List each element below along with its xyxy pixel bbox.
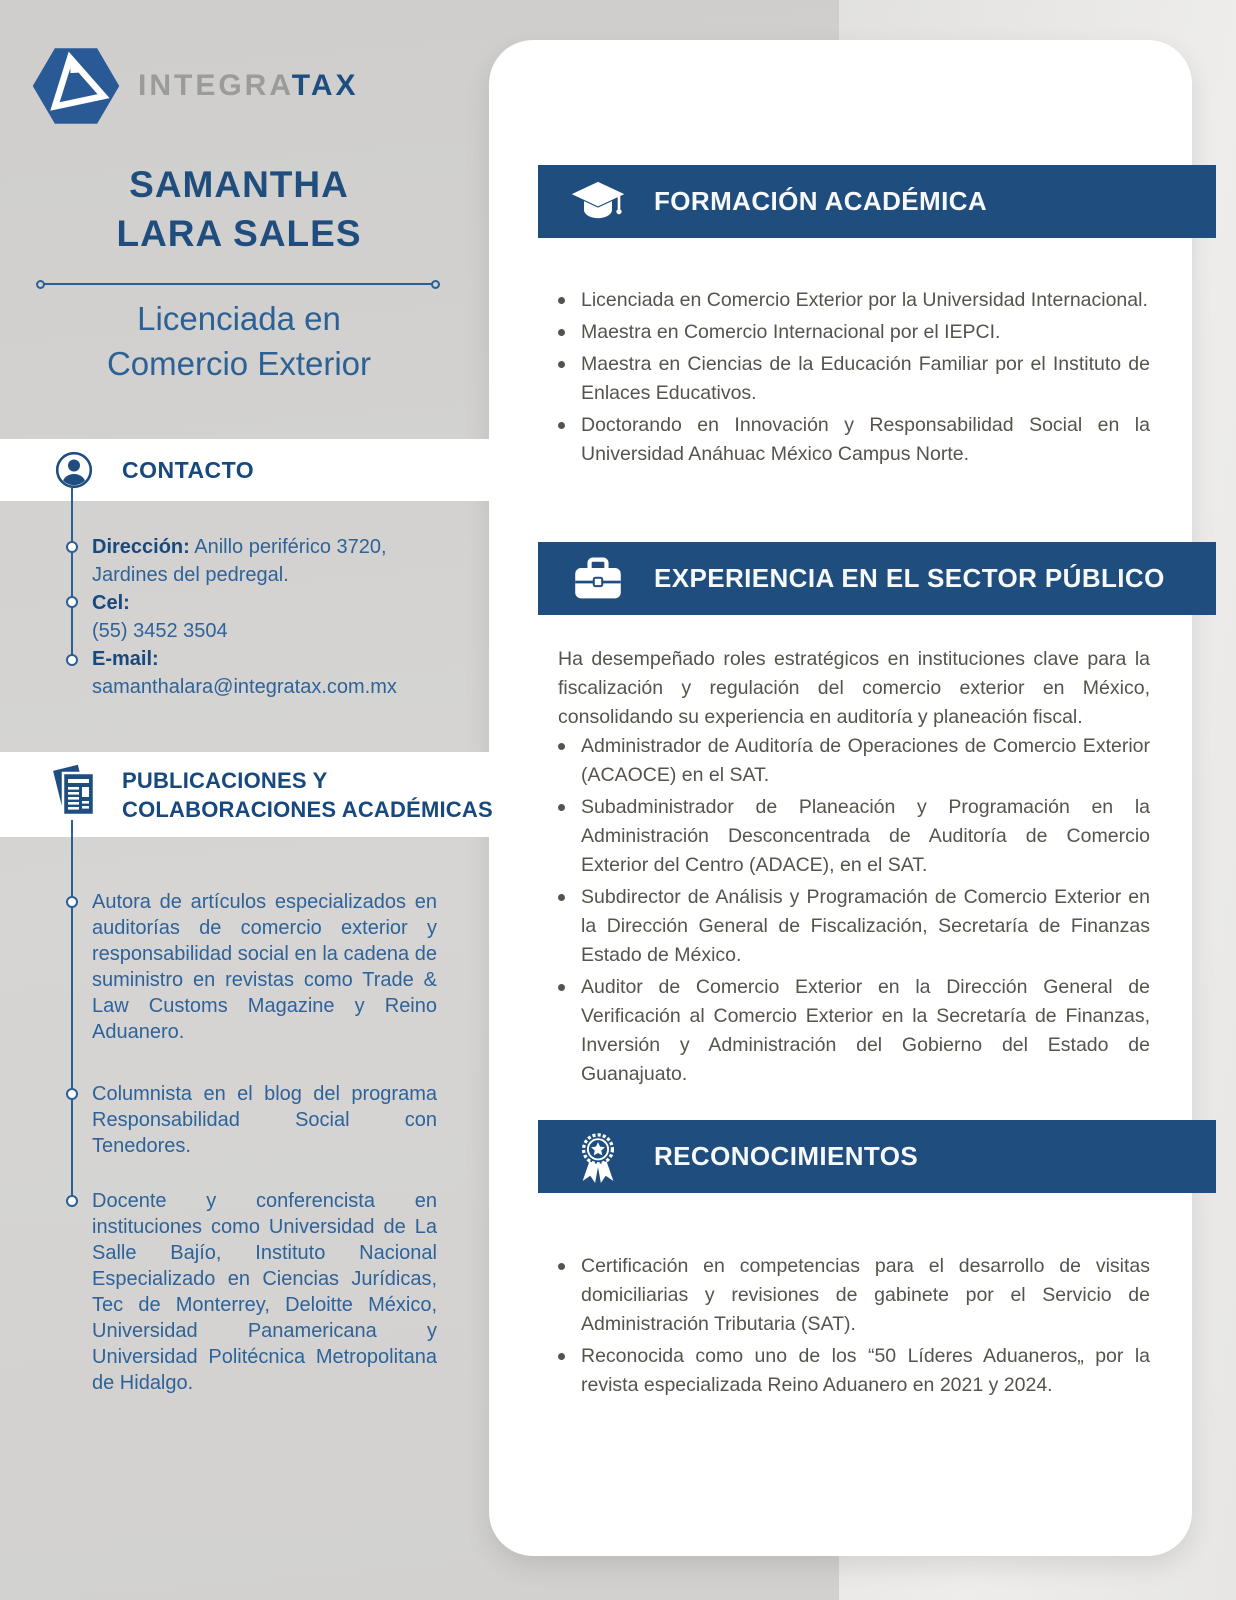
publication-item: Columnista en el blog del programa Responsabilidad Social con Tenedores. <box>92 1083 437 1157</box>
person-title-line2: Comercio Exterior <box>106 345 372 382</box>
list-item: Subdirector de Análisis y Programación de Comercio Exterior en la Dirección General de Fiscalización, Secretaría de Finanzas Estado de México. <box>558 883 1150 970</box>
contact-phone-value: (55) 3452 3504 <box>92 620 228 642</box>
timeline-node-icon <box>66 596 78 608</box>
awards-list <box>558 1252 1150 1403</box>
person-title <box>0 296 478 386</box>
contact-email-value: samanthalara@integratax.com.mx <box>92 676 397 698</box>
contact-timeline <box>71 488 73 664</box>
contact-items <box>92 533 444 701</box>
person-name-line1: SAMANTHA <box>129 164 349 205</box>
contact-email-label: E-mail: <box>92 648 159 670</box>
experience-intro: Ha desempeñado roles estratégicos en instituciones clave para la fiscalización y regulación del comercio exterior en México, consolidando su experiencia en auditoría y planeación fiscal. <box>558 648 1150 728</box>
contact-item-phone <box>92 589 444 645</box>
brand-wordmark-gray: INTEGRA <box>138 69 292 102</box>
experience-section-header <box>538 542 1216 615</box>
list-item: Licenciada en Comercio Exterior por la Universidad Internacional. <box>558 286 1150 315</box>
bullet-dot <box>558 894 565 901</box>
publications-heading-line1: PUBLICACIONES Y <box>122 767 328 793</box>
list-item: Administrador de Auditoría de Operaciones de Comercio Exterior (ACAOCE) en el SAT. <box>558 732 1150 790</box>
person-icon <box>54 450 94 490</box>
contact-phone-label: Cel: <box>92 592 130 614</box>
contact-heading: CONTACTO <box>122 457 255 483</box>
bullet-dot <box>558 361 565 368</box>
list-item: Subadministrador de Planeación y Programación en la Administración Desconcentrada de Auditoría de Comercio Exterior del Centro (ADACE), en el SAT. <box>558 793 1150 880</box>
publications-heading-line2: COLABORACIONES ACADÉMICAS <box>122 796 493 822</box>
newspaper-icon <box>50 758 102 820</box>
graduation-cap-icon <box>568 179 628 225</box>
timeline-node-icon <box>66 654 78 666</box>
list-item: Doctorando en Innovación y Responsabilidad Social en la Universidad Anáhuac México Campus Norte. <box>558 411 1150 469</box>
bullet-dot <box>558 297 565 304</box>
list-item: Reconocida como uno de los “50 Líderes Aduaneros„ por la revista especializada Reino Aduanero en 2021 y 2024. <box>558 1342 1150 1400</box>
publications-heading <box>122 752 493 837</box>
bullet-dot <box>558 1263 565 1270</box>
person-title-line1: Licenciada en <box>137 300 341 337</box>
experience-heading: EXPERIENCIA EN EL SECTOR PÚBLICO <box>654 563 1165 593</box>
name-divider-line <box>44 283 432 285</box>
brand-wordmark-blue: TAX <box>291 69 359 102</box>
bullet-dot <box>558 984 565 991</box>
bullet-dot <box>558 743 565 750</box>
publication-item: Autora de artículos especializados en auditorías de comercio exterior y responsabilidad social en la cadena de suministro en revistas como Trade & Law Customs Magazine y Reino Aduanero. <box>92 891 437 1043</box>
timeline-node-icon <box>66 1195 78 1207</box>
timeline-node-icon <box>66 541 78 553</box>
award-ribbon-icon <box>568 1130 628 1184</box>
brand-wordmark <box>138 69 359 103</box>
bullet-dot <box>558 1353 565 1360</box>
contact-item-email <box>92 645 444 701</box>
bullet-dot <box>558 804 565 811</box>
publication-item: Docente y conferencista en instituciones como Universidad de La Salle Bajío, Instituto Nacional Especializado en Ciencias Jurídicas, Tec de Monterrey, Deloitte México, Universidad Panamericana y Universidad Politécnica Metropolitana de Hidalgo. <box>92 1190 437 1394</box>
bullet-dot <box>558 329 565 336</box>
hexagon-arrow-logo-icon <box>30 44 122 128</box>
list-item: Maestra en Ciencias de la Educación Familiar por el Instituto de Enlaces Educativos. <box>558 350 1150 408</box>
timeline-node-icon <box>66 1088 78 1100</box>
awards-heading: RECONOCIMIENTOS <box>654 1141 919 1171</box>
timeline-node-icon <box>66 896 78 908</box>
education-heading: FORMACIÓN ACADÉMICA <box>654 186 988 216</box>
list-item: Auditor de Comercio Exterior en la Dirección General de Verificación al Comercio Exterior en la Secretaría de Finanzas, Inversión y Administración del Gobierno del Estado de Guanajuato. <box>558 973 1150 1089</box>
contact-item-address <box>92 533 444 589</box>
person-name-line2: LARA SALES <box>116 213 362 254</box>
person-name <box>0 160 478 258</box>
contact-address-value: Anillo periférico 3720, Jardines del pedregal. <box>92 536 387 586</box>
bullet-dot <box>558 422 565 429</box>
education-list <box>558 286 1150 472</box>
briefcase-icon <box>568 556 628 602</box>
awards-section-header <box>538 1120 1216 1193</box>
education-section-header <box>538 165 1216 238</box>
publications-timeline <box>71 820 73 1202</box>
list-item: Certificación en competencias para el desarrollo de visitas domiciliarias y revisiones de gabinete por el Servicio de Administración Tributaria (SAT). <box>558 1252 1150 1339</box>
list-item: Maestra en Comercio Internacional por el IEPCI. <box>558 318 1150 347</box>
brand-logo <box>30 44 359 128</box>
contact-address-label: Dirección: <box>92 536 190 558</box>
experience-block <box>558 645 1150 1092</box>
